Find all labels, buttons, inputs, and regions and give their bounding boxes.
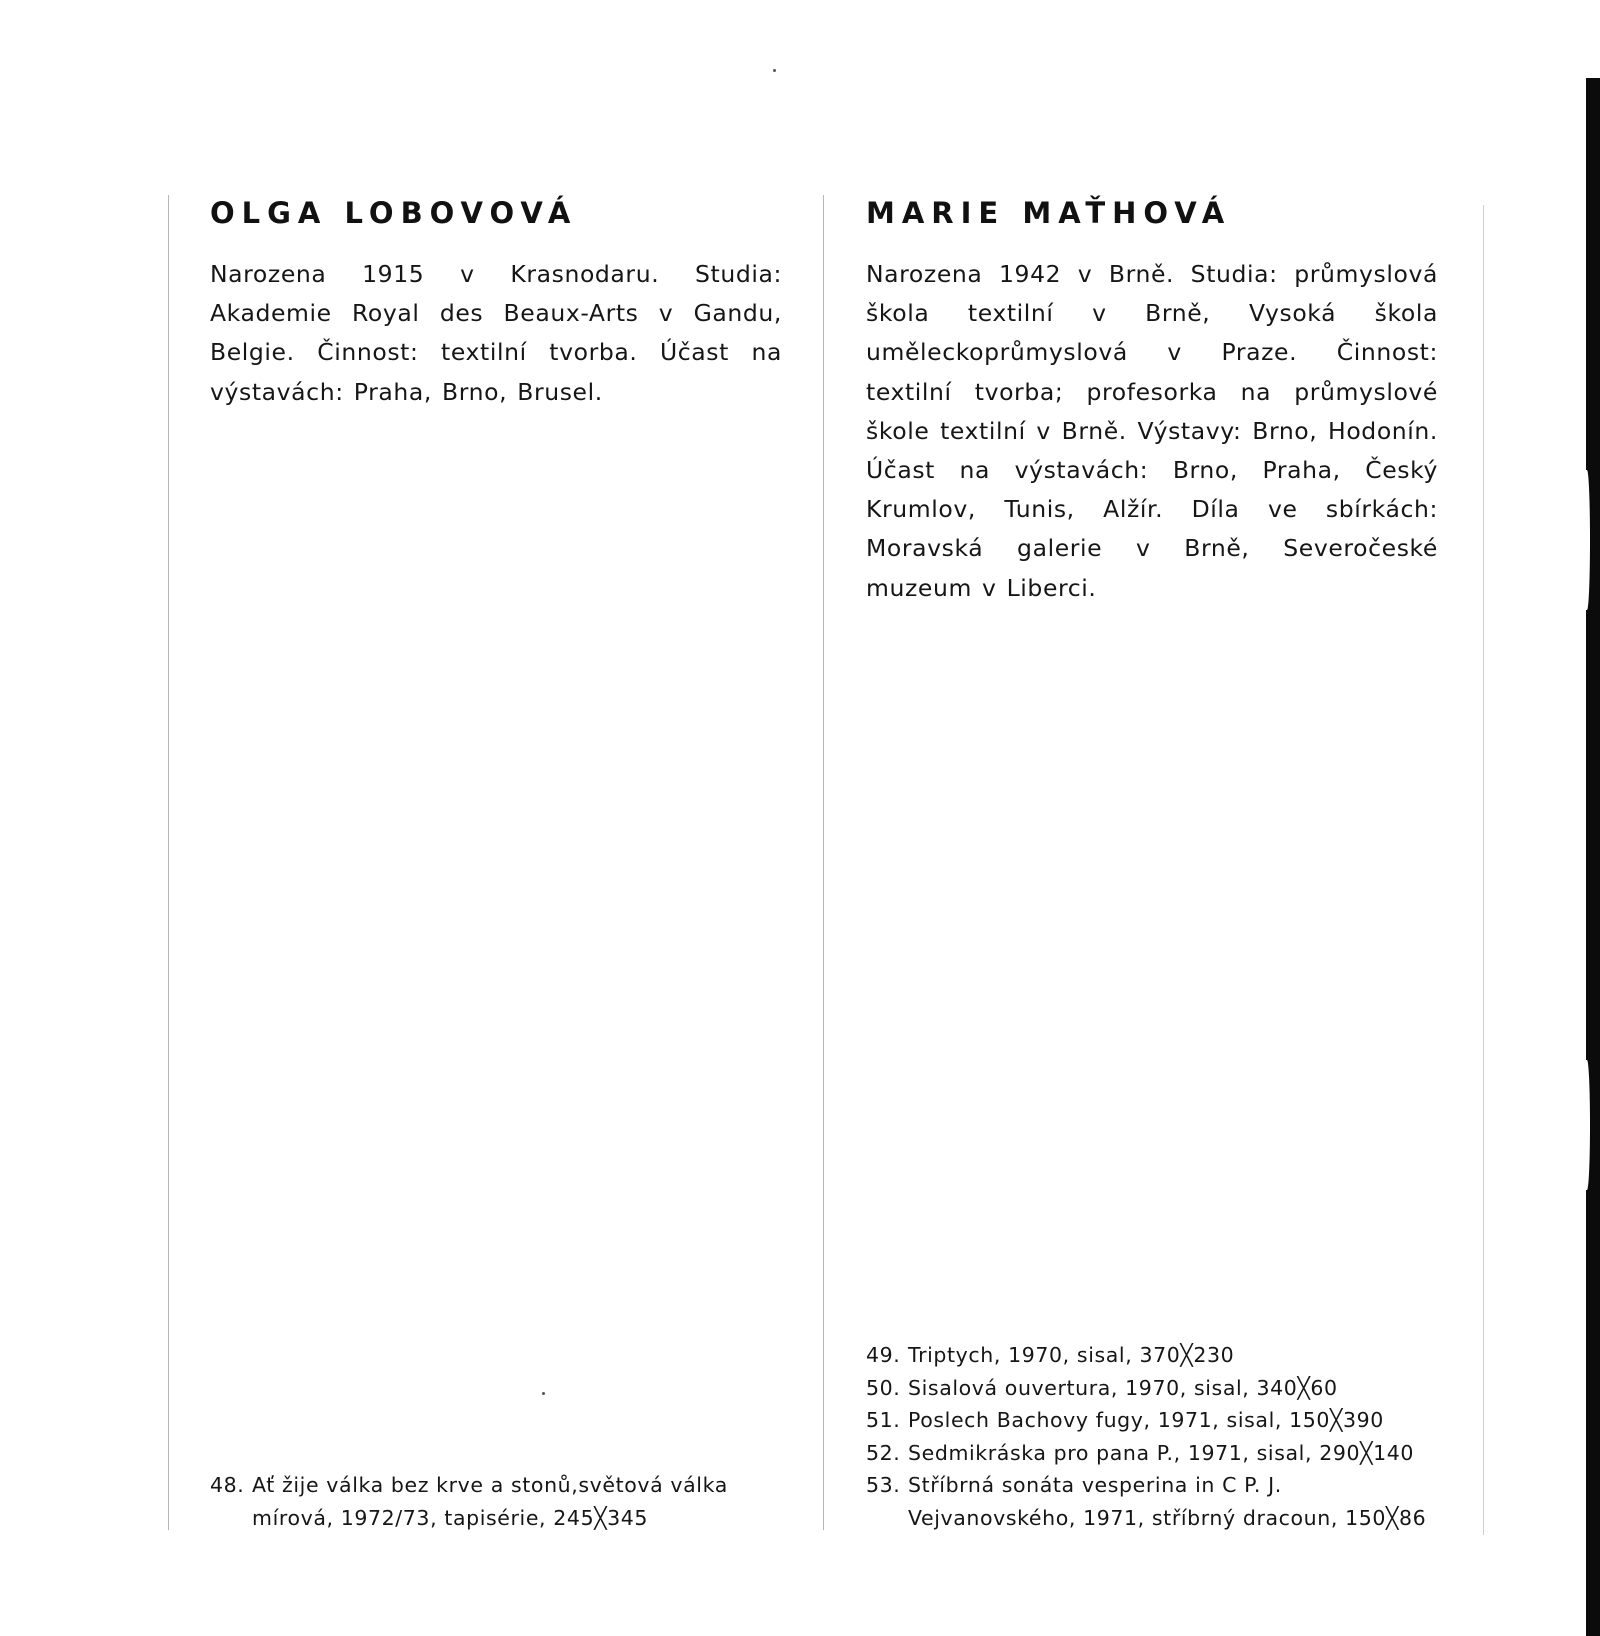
artist-name: MARIE MAŤHOVÁ xyxy=(866,196,1232,230)
work-number: 49. xyxy=(866,1343,901,1367)
artist-bio: Narozena 1942 v Brně. Studia: průmyslová škola textilní v Brně, Vysoká škola uměleckoprůmyslová v Praze. Činnost: textilní tvorba; profesorka na průmyslové škole textilní v Brně. Výstavy: Brno, Hodonín. Účast na výstavách: Brno, Praha, Český Krumlov, Tunis, Alžír. Díla ve sbírkách: Moravská galerie v Brně, Severočeské muzeum v Liberci. xyxy=(866,260,1438,602)
scan-speck xyxy=(542,1392,545,1395)
work-description: Triptych, 1970, sisal, 370╳230 xyxy=(908,1343,1235,1367)
scan-edge-notch xyxy=(1584,1060,1590,1190)
artist-name: OLGA LOBOVOVÁ xyxy=(210,196,578,230)
work-item xyxy=(210,1469,750,1534)
work-description: Sedmikráska pro pana P., 1971, sisal, 290╳140 xyxy=(908,1440,1414,1465)
work-item xyxy=(866,1339,1451,1372)
left-margin-rule xyxy=(168,195,169,1530)
artist-bio: Narozena 1915 v Krasnodaru. Studia: Akademie Royal des Beaux-Arts v Gandu, Belgie. Činnost: textilní tvorba. Účast na výstavách: Praha, Brno, Brusel. xyxy=(210,260,782,406)
work-item xyxy=(866,1437,1451,1470)
right-margin-rule xyxy=(1483,205,1484,1535)
work-number: 48. xyxy=(210,1473,245,1497)
work-number: 53. xyxy=(866,1473,901,1497)
work-item xyxy=(866,1469,1451,1534)
works-list xyxy=(210,1469,750,1534)
work-description: Poslech Bachovy fugy, 1971, sisal, 150╳390 xyxy=(908,1408,1384,1432)
work-number: 51. xyxy=(866,1408,901,1432)
works-list xyxy=(866,1339,1451,1534)
work-item xyxy=(866,1404,1451,1437)
work-description: Sisalová ouvertura, 1970, sisal, 340╳60 xyxy=(908,1375,1338,1400)
scan-edge-shadow xyxy=(1586,78,1600,1636)
work-number: 52. xyxy=(866,1440,901,1465)
center-divider-rule xyxy=(823,195,824,1530)
work-description: Ať žije válka bez krve a stonů,světová válka mírová, 1972/73, tapisérie, 245╳345 xyxy=(252,1473,728,1530)
scan-edge-notch xyxy=(1584,470,1590,610)
scan-speck xyxy=(773,69,776,72)
work-number: 50. xyxy=(866,1375,901,1400)
work-description: Stříbrná sonáta vesperina in C P. J. Vejvanovského, 1971, stříbrný dracoun, 150╳86 xyxy=(908,1473,1427,1530)
work-item xyxy=(866,1372,1451,1405)
